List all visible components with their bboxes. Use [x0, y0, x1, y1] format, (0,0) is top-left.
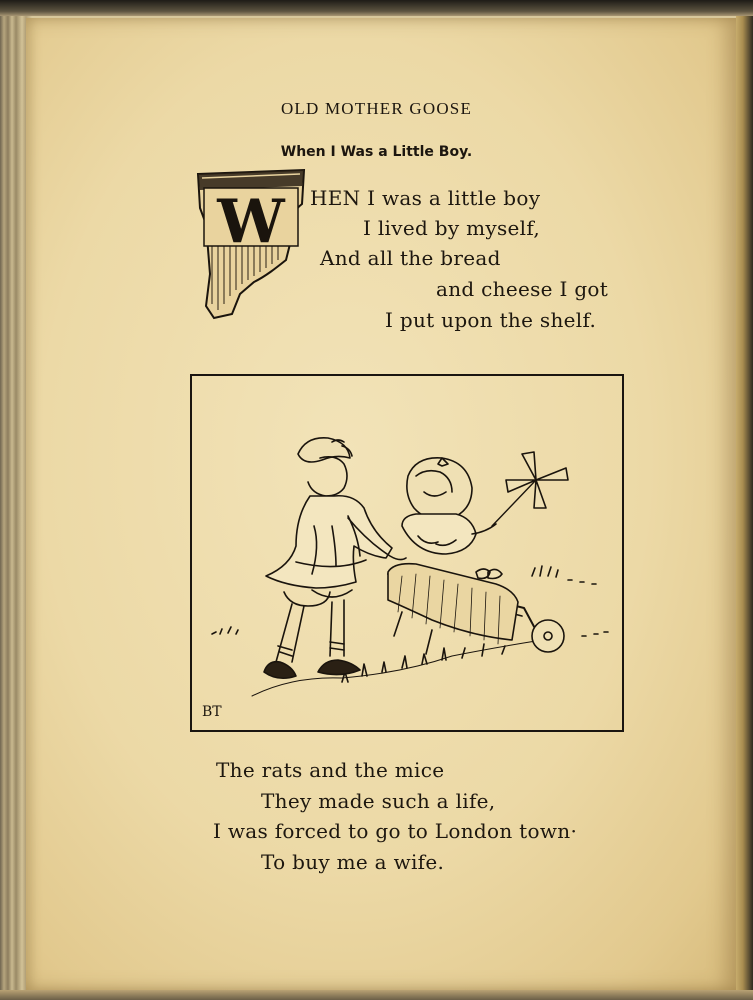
poem-line: HEN I was a little boy	[310, 186, 541, 210]
poem-line: To buy me a wife.	[261, 850, 445, 874]
drop-cap	[196, 164, 306, 320]
poem-line: And all the bread	[320, 246, 501, 270]
illustrator-monogram: BT	[202, 704, 222, 720]
poem-line: and cheese I got	[436, 277, 609, 301]
book-bottom-edge	[0, 990, 753, 1000]
poem-line: I lived by myself,	[363, 216, 541, 240]
illustration-frame	[190, 374, 624, 732]
poem-line: I put upon the shelf.	[385, 308, 597, 332]
book-top-edge	[0, 0, 753, 16]
poem-line: I was forced to go to London town·	[213, 819, 578, 843]
drop-cap-ornament-icon	[196, 164, 306, 320]
boy-with-wheelbarrow-illustration	[192, 376, 622, 730]
book-spine-edge	[736, 14, 753, 1000]
running-head: OLD MOTHER GOOSE	[280, 99, 473, 118]
poem-title: When I Was a Little Boy.	[280, 144, 473, 160]
poem-line: They made such a life,	[261, 789, 496, 813]
poem-line: The rats and the mice	[216, 758, 445, 782]
drop-cap-letter: W	[217, 187, 285, 257]
